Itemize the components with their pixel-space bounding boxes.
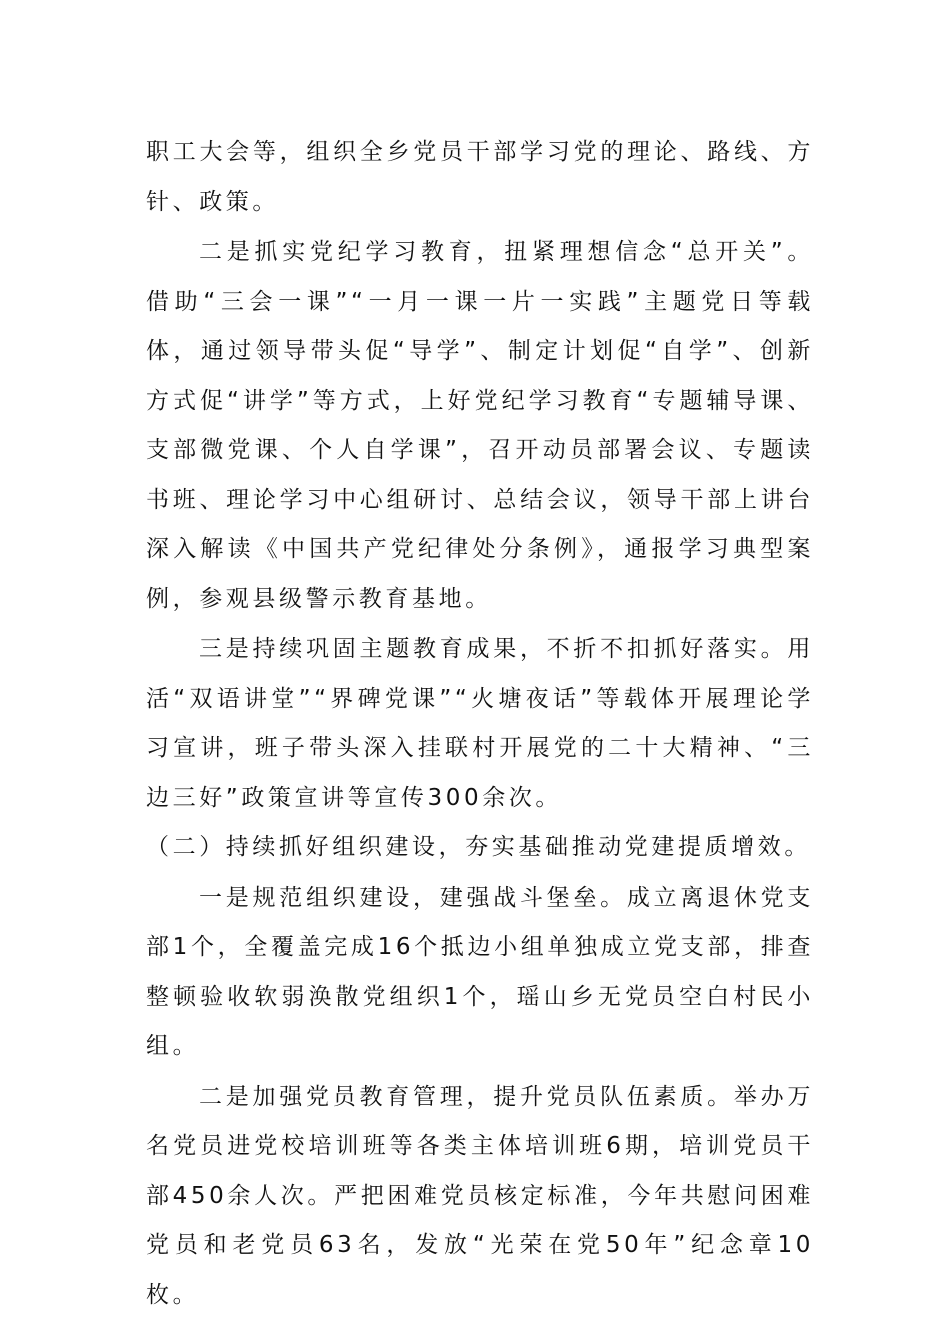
paragraph-member-education: 二是加强党员教育管理，提升党员队伍素质。举办万名党员进党校培训班等各类主体培训班6期，培训党员干部450余人次。严把困难党员核定标准，今年共慰问困难党员和老党员63名，发放“光荣在党50年”纪念章10枚。 <box>146 1083 814 1308</box>
document-body <box>146 128 814 1320</box>
section-heading-organization: （二）持续抓好组织建设，夯实基础推动党建提质增效。 <box>146 834 811 860</box>
paragraph-theme-education: 三是持续巩固主题教育成果，不折不扣抓好落实。用活“双语讲堂”“界碑党课”“火塘夜话”等载体开展理论学习宣讲，班子带头深入挂联村开展党的二十大精神、“三边三好”政策宣讲等宣传300余次。 <box>146 636 814 811</box>
paragraph-continuation: 职工大会等，组织全乡党员干部学习党的理论、路线、方针、政策。 <box>146 139 814 215</box>
paragraph-party-discipline-education: 二是抓实党纪学习教育，扭紧理想信念“总开关”。借助“三会一课”“一月一课一片一实践”主题党日等载体，通过领导带头促“导学”、制定计划促“自学”、创新方式促“讲学”等方式，上好党纪学习教育“专题辅导课、支部微党课、个人自学课”，召开动员部署会议、专题读书班、理论学习中心组研讨、总结会议，领导干部上讲台深入解读《中国共产党纪律处分条例》，通报学习典型案例，参观县级警示教育基地。 <box>146 239 814 612</box>
paragraph-organization-building: 一是规范组织建设，建强战斗堡垒。成立离退休党支部1个，全覆盖完成16个抵边小组单独成立党支部，排查整顿验收软弱涣散党组织1个，瑶山乡无党员空白村民小组。 <box>146 884 814 1059</box>
